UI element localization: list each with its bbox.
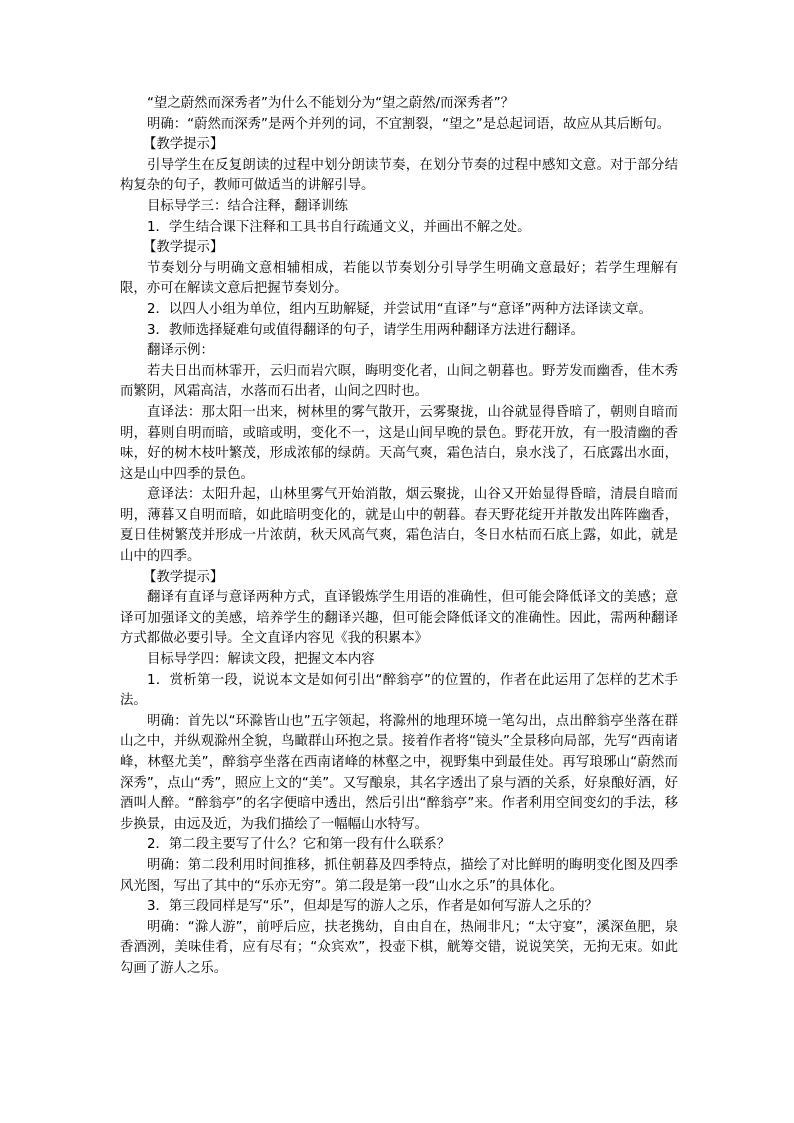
body-paragraph: 引导学生在反复朗读的过程中划分朗读节奏，在划分节奏的过程中感知文意。对于部分结构复杂的句子，教师可做适当的讲解引导。	[120, 157, 678, 194]
document-page	[120, 94, 678, 980]
answer-paragraph: 明确：“蔚然而深秀”是两个并列的词，不宜割裂，“望之”是总起词语，故应从其后断句。	[147, 116, 671, 132]
literal-translation-paragraph: 直译法：那太阳一出来，树林里的雾气散开，云雾聚拢，山谷就显得昏暗了，朝则自暗而明，暮则自明而暗，或暗或明，变化不一，这是山间早晚的景色。野花开放，有一股清幽的香味，好的树木枝叶繁茂，形成浓郁的绿荫。天高气爽，霜色洁白，泉水浅了，石底露出水面，这是山中四季的景色。	[120, 404, 678, 482]
teaching-hint-heading: 【教学提示】	[143, 240, 224, 256]
body-paragraph: 翻译有直译与意译两种方式，直译锻炼学生用语的准确性，但可能会降低译文的美感；意译可加强译文的美感，培养学生的翻译兴趣，但可能会降低译文的准确性。因此，需两种翻译方式都做必要引导。全文直译内容见《我的积累本》	[120, 590, 678, 647]
list-item: 2．以四人小组为单位，组内互助解疑，并尝试用“直译”与“意译”两种方法译读文章。	[147, 301, 652, 317]
list-item: 1．学生结合课下注释和工具书自行疏通文义，并画出不解之处。	[147, 219, 531, 235]
teaching-hint-heading: 【教学提示】	[143, 137, 224, 153]
example-heading: 翻译示例：	[147, 343, 214, 359]
answer-paragraph: 明确：第二段利用时间推移，抓住朝暮及四季特点，描绘了对比鲜明的晦明变化图及四季风光图，写出了其中的“乐亦无穷”。第二段是第一段“山水之乐”的具体化。	[120, 857, 678, 894]
section-heading: 目标导学三：结合注释，翻译训练	[147, 198, 348, 214]
source-text-paragraph: 若夫日出而林霏开，云归而岩穴暝，晦明变化者，山间之朝暮也。野芳发而幽香，佳木秀而繁阴，风霜高洁，水落而石出者，山间之四时也。	[120, 363, 678, 400]
free-translation-paragraph: 意译法：太阳升起，山林里雾气开始消散，烟云聚拢，山谷又开始显得昏暗，清晨自暗而明，薄暮又自明而暗，如此暗明变化的，就是山中的朝暮。春天野花绽开并散发出阵阵幽香，夏日佳树繁茂并形成一片浓荫，秋天风高气爽，霜色洁白，冬日水枯而石底上露，如此，就是山中的四季。	[120, 487, 678, 565]
teaching-hint-heading: 【教学提示】	[143, 569, 224, 585]
body-paragraph: 节奏划分与明确文意相辅相成，若能以节奏划分引导学生明确文意最好；若学生理解有限，亦可在解读文意后把握节奏划分。	[120, 260, 678, 297]
answer-paragraph: 明确：“滁人游”，前呼后应，扶老携幼，自由自在，热闹非凡；“太守宴”，溪深鱼肥，泉香酒洌，美味佳肴，应有尽有；“众宾欢”，投壶下棋，觥筹交错，说说笑笑，无拘无束。如此勾画了游人之乐。	[120, 919, 678, 976]
list-item: 2．第二段主要写了什么？它和第一段有什么联系？	[147, 837, 451, 853]
answer-paragraph: 明确：首先以“环滁皆山也”五字领起，将滁州的地理环境一笔勾出，点出醉翁亭坐落在群山之中，并纵观滁州全貌，鸟瞰群山环抱之景。接着作者将“镜头”全景移向局部，先写“西南诸峰，林壑尤美”，醉翁亭坐落在西南诸峰的林壑之中，视野集中到最佳处。再写琅琊山“蔚然而深秀”，点山“秀”，照应上文的“美”。又写酿泉，其名字透出了泉与酒的关系，好泉酿好酒，好酒叫人醉。“醉翁亭”的名字便暗中透出，然后引出“醉翁亭”来。作者利用空间变幻的手法，移步换景，由远及近，为我们描绘了一幅幅山水特写。	[120, 713, 678, 832]
list-item: 3．第三段同样是写“乐”，但却是写的游人之乐，作者是如何写游人之乐的？	[147, 899, 598, 915]
list-item: 3．教师选择疑难句或值得翻译的句子，请学生用两种翻译方法进行翻译。	[147, 322, 585, 338]
section-heading: 目标导学四：解读文段，把握文本内容	[147, 652, 375, 668]
question-paragraph: “望之蔚然而深秀者”为什么不能划分为“望之蔚然/而深秀者”？	[147, 96, 515, 111]
list-item: 1．赏析第一段，说说本文是如何引出“醉翁亭”的位置的，作者在此运用了怎样的艺术手法。	[120, 672, 678, 709]
